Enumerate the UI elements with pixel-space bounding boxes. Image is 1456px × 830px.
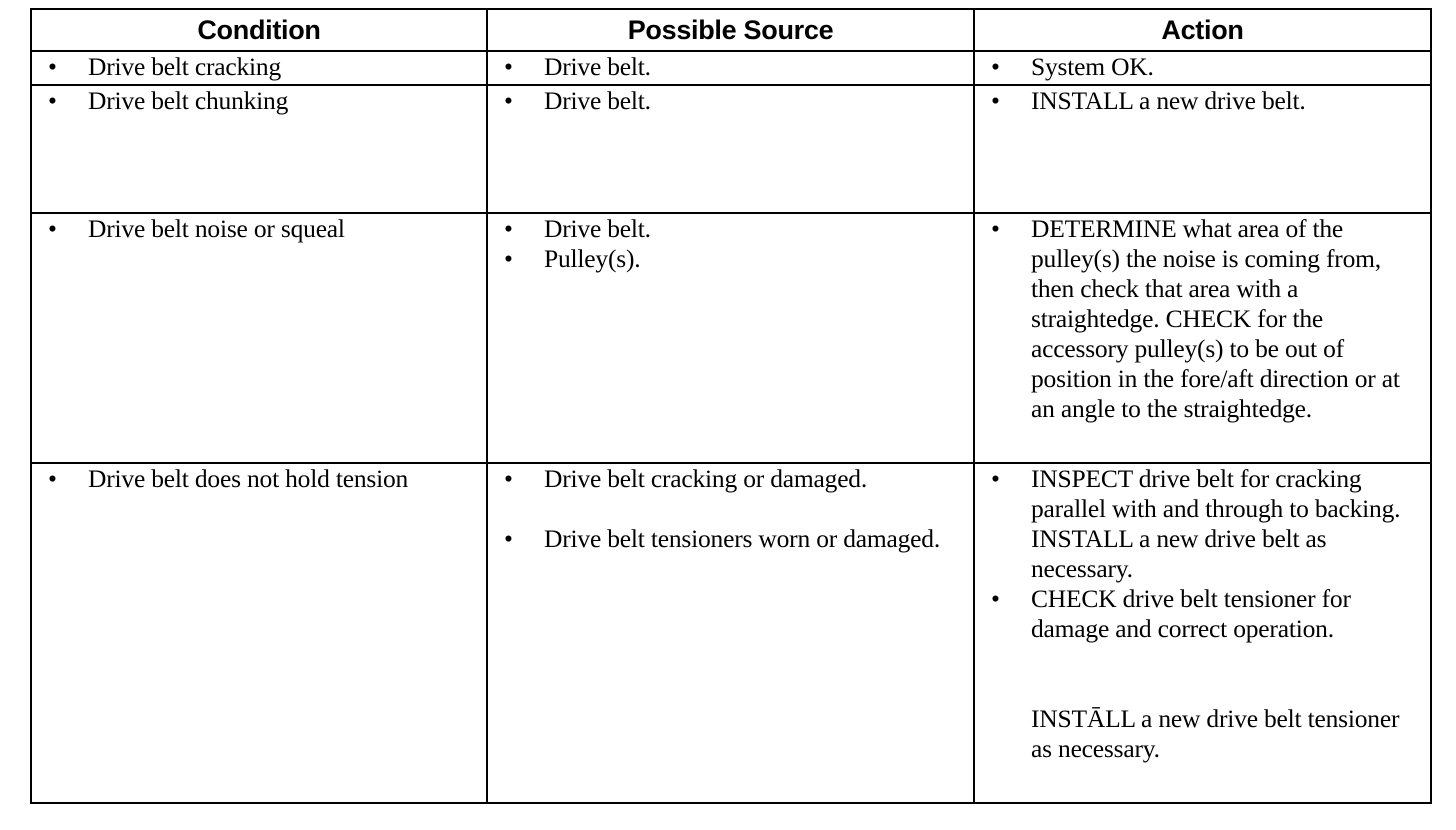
source-list <box>488 464 973 554</box>
header-action: Action <box>974 9 1431 51</box>
action-list <box>975 464 1430 644</box>
header-row <box>31 9 1431 51</box>
condition-cell <box>31 85 487 213</box>
source-list <box>488 86 973 116</box>
action-cell <box>974 213 1431 463</box>
source-cell <box>487 213 974 463</box>
condition-cell <box>31 463 487 803</box>
action-list <box>975 214 1430 424</box>
source-item: • Drive belt. <box>488 52 973 82</box>
action-item: • DETERMINE what area of the pulley(s) the noise is coming from, then check that area with a straightedge. CHECK for the accessory pulley(s) to be out of position in the fore/aft direction or at an angle to the straightedge. <box>975 214 1430 424</box>
action-item: • System OK. <box>975 52 1430 82</box>
action-list <box>975 86 1430 116</box>
source-cell <box>487 51 974 85</box>
action-cell <box>974 463 1431 803</box>
condition-list <box>32 52 486 82</box>
action-cell <box>974 51 1431 85</box>
source-item: • Drive belt. <box>488 86 973 116</box>
action-item: • CHECK drive belt tensioner for damage and correct operation. <box>975 584 1430 644</box>
table-row <box>31 85 1431 213</box>
header-condition: Condition <box>31 9 487 51</box>
condition-list <box>32 86 486 116</box>
condition-cell <box>31 213 487 463</box>
condition-cell <box>31 51 487 85</box>
condition-list <box>32 464 486 494</box>
table-row <box>31 51 1431 85</box>
source-item: • Drive belt. <box>488 214 973 244</box>
source-item: • Drive belt tensioners worn or damaged. <box>488 524 973 554</box>
source-item: • Pulley(s). <box>488 244 973 274</box>
source-cell <box>487 85 974 213</box>
action-item: • INSTALL a new drive belt. <box>975 86 1430 116</box>
condition-item: • Drive belt does not hold tension <box>32 464 486 494</box>
source-cell <box>487 463 974 803</box>
header-possible-source: Possible Source <box>487 9 974 51</box>
table-row <box>31 463 1431 803</box>
action-list <box>975 52 1430 82</box>
condition-item: • Drive belt cracking <box>32 52 486 82</box>
source-list <box>488 214 973 274</box>
action-cell <box>974 85 1431 213</box>
table-row <box>31 213 1431 463</box>
diagnosis-table <box>30 8 1432 804</box>
action-continued-text: INSTĀLL a new drive belt tensioner as necessary. <box>1031 704 1400 763</box>
condition-list <box>32 214 486 244</box>
condition-item: • Drive belt chunking <box>32 86 486 116</box>
action-item: • INSPECT drive belt for cracking parallel with and through to backing. INSTALL a new drive belt as necessary. <box>975 464 1430 584</box>
source-list <box>488 52 973 82</box>
condition-item: • Drive belt noise or squeal <box>32 214 486 244</box>
source-item: • Drive belt cracking or damaged. <box>488 464 973 494</box>
